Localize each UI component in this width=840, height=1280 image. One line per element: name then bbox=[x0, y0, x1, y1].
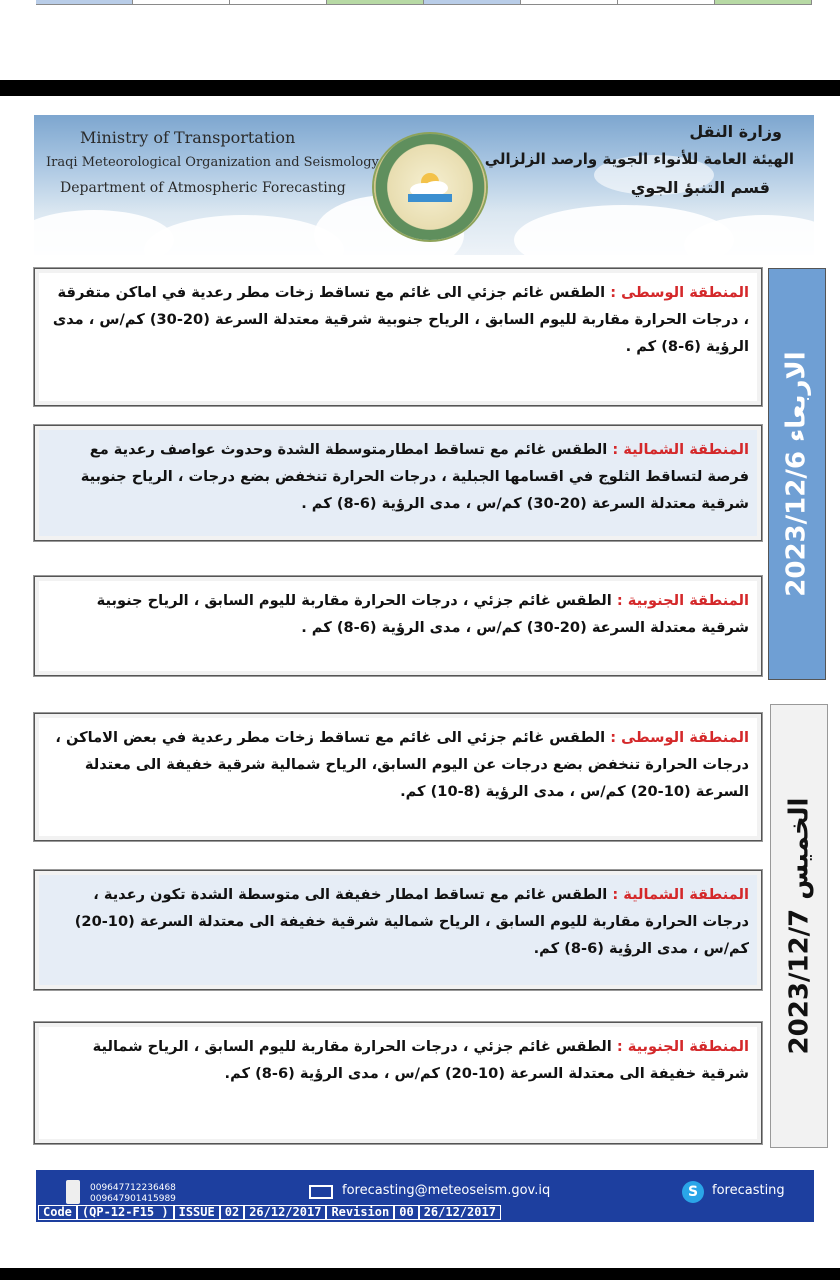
region-name: المنطقة الوسطى : bbox=[610, 729, 749, 746]
code-label: Code bbox=[38, 1205, 77, 1220]
logo-cloud-icon bbox=[404, 170, 456, 204]
forecast-box-day1-south bbox=[34, 576, 762, 676]
forecast-box-day2-north bbox=[34, 870, 762, 990]
revision-date: 26/12/2017 bbox=[419, 1205, 501, 1220]
revision-label: Revision bbox=[326, 1205, 394, 1220]
email-address[interactable]: forecasting@meteoseism.gov.iq bbox=[342, 1183, 551, 1198]
code-value: (QP-12-F15 ) bbox=[77, 1205, 174, 1220]
forecast-box-day1-central bbox=[34, 268, 762, 406]
email-icon bbox=[309, 1185, 333, 1199]
ar-ministry-title: وزارة النقل bbox=[689, 122, 782, 141]
previous-page-remnant bbox=[0, 0, 840, 80]
ar-department-name: قسم التنبؤ الجوي bbox=[630, 178, 770, 197]
phone-number-1: 009647712236468 bbox=[90, 1183, 176, 1193]
forecast-box-day1-north bbox=[34, 425, 762, 541]
region-forecast-text: الطقس غائم جزئي ، درجات الحرارة مقاربة لليوم السابق ، الرياح شمالية شرقية خفيفة الى معتدلة السرعة (10-20) كم/س ، مدى الرؤية (6-8) كم. bbox=[92, 1038, 749, 1082]
issue-date: 26/12/2017 bbox=[244, 1205, 326, 1220]
en-organization-name: Iraqi Meteorological Organization and Seismology bbox=[46, 155, 379, 170]
phone-number-2: 009647901415989 bbox=[90, 1194, 176, 1204]
region-forecast-text: الطقس غائم مع تساقط امطار خفيفة الى متوسطة الشدة تكون رعدية ، درجات الحرارة مقاربة لليوم السابق ، الرياح شمالية شرقية خفيفة الى معتدلة السرعة (10-20) كم/س ، مدى الرؤية (6-8) كم. bbox=[74, 886, 749, 957]
region-name: المنطقة الشمالية : bbox=[612, 886, 749, 903]
phone-numbers bbox=[90, 1183, 176, 1205]
revision-value: 00 bbox=[394, 1205, 418, 1220]
date-bar-day1 bbox=[768, 268, 826, 680]
previous-table-row bbox=[36, 0, 812, 5]
skype-handle: forecasting bbox=[712, 1183, 785, 1198]
issue-label: ISSUE bbox=[174, 1205, 220, 1220]
en-department-name: Department of Atmospheric Forecasting bbox=[60, 180, 346, 196]
phone-icon bbox=[66, 1180, 80, 1204]
region-name: المنطقة الوسطى : bbox=[610, 284, 749, 301]
forecast-box-day2-south bbox=[34, 1022, 762, 1144]
date-label: الخميس 2023/12/7 bbox=[784, 797, 814, 1055]
date-bar-day2 bbox=[770, 704, 828, 1148]
region-name: المنطقة الجنوبية : bbox=[616, 592, 749, 609]
region-forecast-text: الطقس غائم جزئي الى غائم مع تساقط زخات مطر رعدية في اماكن متفرقة ، درجات الحرارة مقاربة لليوم السابق ، الرياح جنوبية شرقية معتدلة السرعة (20-30) كم/س ، مدى الرؤية (6-8) كم . bbox=[52, 284, 749, 355]
region-name: المنطقة الجنوبية : bbox=[616, 1038, 749, 1055]
region-forecast-text: الطقس غائم جزئي الى غائم مع تساقط زخات مطر رعدية في بعض الاماكن ، درجات الحرارة تنخفض بضع درجات عن اليوم السابق، الرياح شمالية شرقية خفيفة الى معتدلة السرعة (10-20) كم/س ، مدى الرؤية (8-10) كم. bbox=[55, 729, 749, 800]
ar-organization-name: الهيئة العامة للأنواء الجوية وارصد الزلزالي bbox=[484, 150, 794, 168]
region-forecast-text: الطقس غائم جزئي ، درجات الحرارة مقاربة لليوم السابق ، الرياح جنوبية شرقية معتدلة السرعة (20-30) كم/س ، مدى الرؤية (6-8) كم . bbox=[96, 592, 749, 636]
forecast-box-day2-central bbox=[34, 713, 762, 841]
skype-icon: S bbox=[682, 1181, 704, 1203]
region-name: المنطقة الشمالية : bbox=[612, 441, 749, 458]
date-label: الاربعاء 2023/12/6 bbox=[782, 351, 812, 597]
issue-value: 02 bbox=[220, 1205, 244, 1220]
document-code-row bbox=[38, 1205, 812, 1220]
en-ministry-title: Ministry of Transportation bbox=[80, 128, 296, 147]
region-forecast-text: الطقس غائم مع تساقط امطارمتوسطة الشدة وحدوث عواصف رعدية مع فرصة لتساقط الثلوج في اقسامها الجبلية ، درجات الحرارة تنخفض بضع درجات ، الرياح جنوبية شرقية معتدلة السرعة (20-30) كم/س ، مدى الرؤية (6-8) كم . bbox=[80, 441, 749, 512]
